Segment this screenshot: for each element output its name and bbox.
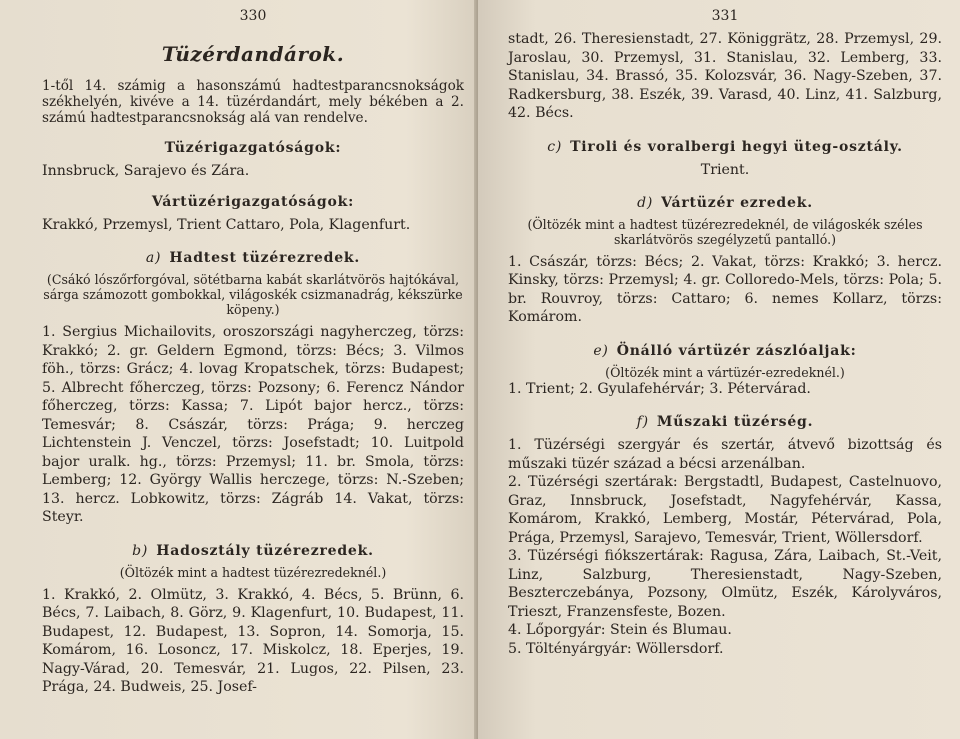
section-b-letter: b) [132, 542, 149, 559]
section-d-letter: d) [637, 194, 654, 211]
section-d-heading [508, 195, 942, 211]
section-b-body: 1. Krakkó, 2. Olmütz, 3. Krakkó, 4. Bécs, 5. Brünn, 6. Bécs, 7. Laibach, 8. Görz, 9. Klagenfurt, 10. Budapest, 11. Budapest, 12. Budapest, 13. Sopron, 14. Somorja, 15. Komárom, 16. Losoncz, 17. Miskolcz, 18. Eperjes, 19. Nagy-Várad, 20. Temesvár, 21. Lugos, 22. Pilsen, 23. Prága, 24. Budweis, 25. Josef- [42, 586, 464, 695]
section-f-letter: f) [636, 414, 649, 430]
section-a-body: 1. Sergius Michailovits, oroszországi nagyherczeg, törzs: Krakkó; 2. gr. Geldern Egmond, törzs: Bécs; 3. Vilmos föh., törzs: Grácz; 4. lovag Kropatschek, törzs: Budapest; 5. Albrecht főherczeg, törzs: Pozsony; 6. Ferencz Nándor főherczeg, törzs: Kassa; 7. Lipót bajor hercz., törzs: Temesvár; 8. Császár, törzs: Prága; 9. herczeg Lichtenstein J. Venczel, törzs: Josefstadt; 10. Luitpold bajor uralk. hg., törzs: Przemysl; 11. br. Smola, törzs: Lemberg; 12. György Wallis herczege, törzs: N.-Szeben; 13. hercz. Lobkowitz, törzs: Zágráb 14. Vakat, törzs: Steyr. [42, 324, 464, 525]
section-c-body: Trient. [700, 161, 750, 178]
heading-tuzerigazgatosagok: Tüzérigazgatóságok: [164, 140, 342, 156]
section-a-title: Hadtest tüzérezredek. [169, 250, 361, 266]
section-c-title: Tiroli és voralbergi hegyi üteg-osztály. [570, 138, 903, 155]
section-a-letter: a) [145, 250, 162, 266]
section-f-item-5: 5. Töltényárgyár: Wöllersdorf. [508, 640, 724, 657]
section-d-title: Vártüzér ezredek. [661, 194, 813, 211]
section-f-item-3: 3. Tüzérségi fiókszertárak: Ragusa, Zára, Laibach, St.-Veit, Linz, Salzburg, Theresienstadt, Nagy-Szeben, Beszterczebánya, Pozsony, Olmütz, Eszék, Károlyváros, Trieszt, Franzensfeste, Bozen. [508, 548, 942, 620]
section-c-letter: c) [547, 138, 563, 155]
list-tuzerigazgatosagok: Innsbruck, Sarajevo és Zára. [42, 163, 250, 179]
section-f-item-2: 2. Tüzérségi szertárak: Bergstadtl, Budapest, Castelnuovo, Graz, Innsbruck, Josefstadt, Nagyfehérvár, Kassa, Komárom, Krakkó, Lemberg, Mostár, Pétervárad, Pola, Prága, Przemysl, Sarajevo, Temesvár, Trient, Wöllersdorf. [508, 474, 942, 546]
intro-paragraph: 1-től 14. számig a hasonszámú hadtestparancsnokságok székhelyén, kivéve a 14. tüzérdandárt, mely békében a 2. számú hadtestparancsnokság alá van rendelve. [42, 78, 464, 126]
section-f-title: Műszaki tüzérség. [656, 414, 814, 430]
section-b-title: Hadosztály tüzérezredek. [156, 542, 374, 559]
section-d-body: 1. Császár, törzs: Bécs; 2. Vakat, törzs: Krakkó; 3. hercz. Kinsky, törzs: Przemysl; 4. gr. Colloredo-Mels, törzs: Pola; 5. br. Rouvroy, törzs: Cattaro; 6. nemes Kollarz, törzs: Komárom. [508, 253, 942, 325]
section-c-heading [508, 139, 942, 155]
section-b-note: (Öltözék mint a hadtest tüzérezredeknél.) [119, 564, 387, 580]
left-page [0, 0, 478, 739]
section-d-note: (Öltözék mint a hadtest tüzérezredeknél, de világoskék széles skarlátvörös szegélyzetű pantalló.) [527, 216, 923, 247]
heading-vartuzerigazgatosagok: Vártüzérigazgatóságok: [151, 194, 355, 210]
section-e-note: (Öltözék mint a vártüzér-ezredeknél.) [605, 364, 845, 380]
section-f-heading [508, 414, 942, 430]
section-e-body: 1. Trient; 2. Gyulafehérvár; 3. Pétervárad. [508, 380, 811, 397]
page-number-left: 330 [239, 8, 267, 24]
list-vartuzerigazgatosagok: Krakkó, Przemysl, Trient Cattaro, Pola, Klagenfurt. [42, 217, 411, 233]
section-f-item-4: 4. Lőporgyár: Stein és Blumau. [508, 622, 732, 638]
section-a-heading [42, 250, 464, 266]
page-number-right: 331 [711, 8, 739, 24]
section-e-letter: e) [593, 342, 609, 359]
section-e-title: Önálló vártüzér zászlóaljak: [616, 342, 857, 359]
section-f-item-1: 1. Tüzérségi szergyár és szertár, átvevő bizottság és műszaki tüzér század a bécsi arzenálban. [508, 437, 942, 472]
section-e-heading [508, 343, 942, 359]
page-title: Tüzérdandárok. [161, 42, 345, 66]
continuation-text: stadt, 26. Theresienstadt, 27. Königgrätz, 28. Przemysl, 29. Jaroslau, 30. Przemysl, 31. Stanislau, 32. Lemberg, 33. Stanislau, 34. Brassó, 35. Kolozsvár, 36. Nagy-Szeben, 37. Radkersburg, 38. Eszék, 39. Varasd, 40. Linz, 41. Salzburg, 42. Bécs. [508, 31, 942, 121]
section-b-heading [42, 543, 464, 559]
right-page [478, 0, 960, 739]
section-a-note: (Csákó lószőrforgóval, sötétbarna kabát skarlátvörös hajtókával, sárga számozott gombokkal, világoskék csizmanadrág, kékszürke köpeny.) [43, 272, 463, 317]
